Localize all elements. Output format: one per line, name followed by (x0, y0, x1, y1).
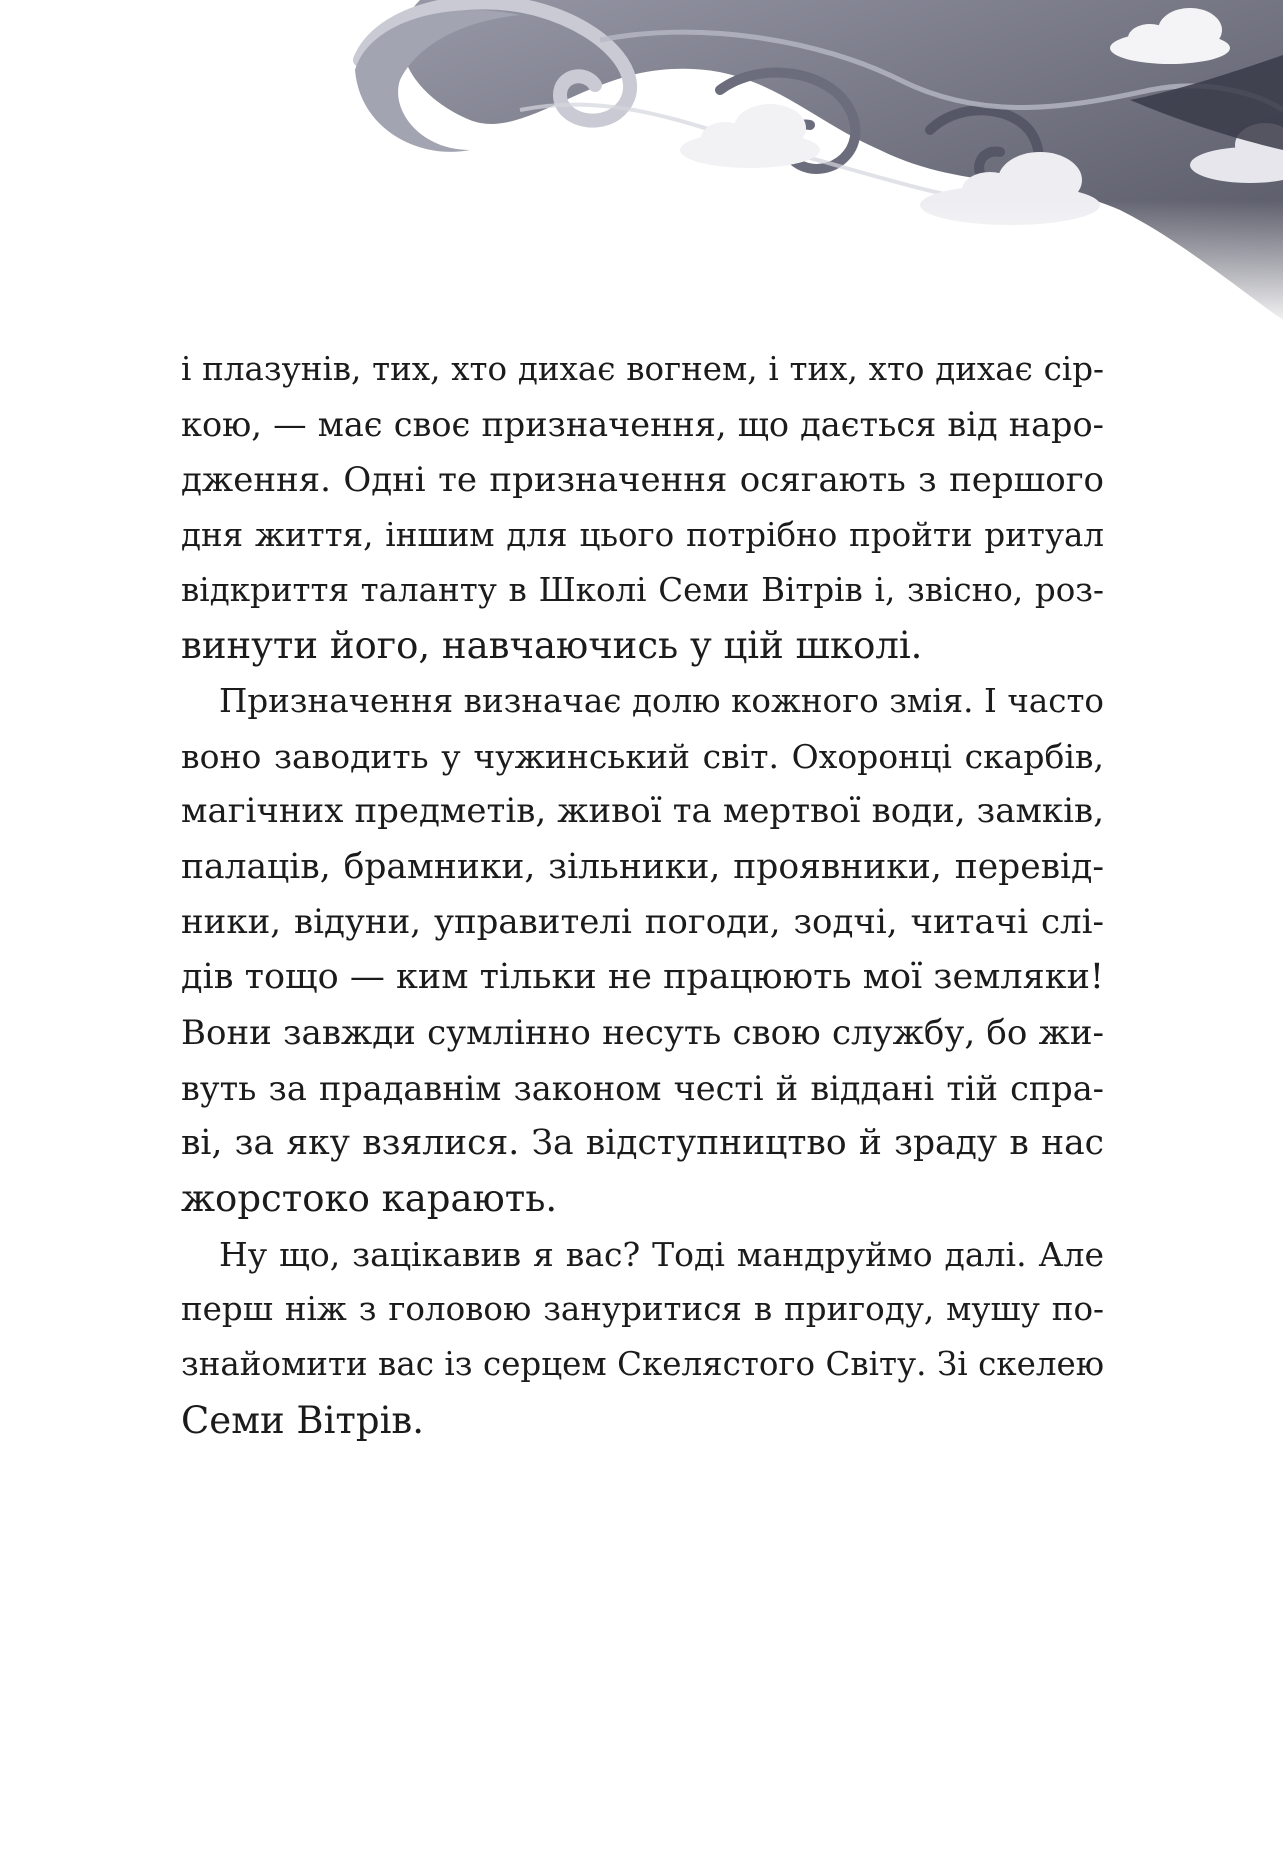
text-line: дня життя, іншим для цього потрібно пройти ритуал (181, 515, 1104, 554)
text-line: палаців, брамники, зільники, проявники, перевід- (181, 846, 1104, 887)
text-line: ники, відуни, управителі погоди, зодчі, читачі слі- (181, 901, 1104, 942)
text-line: винути його, навчаючись у цій школі. (181, 624, 923, 668)
paragraph-2 (181, 674, 1104, 1227)
paragraph-3 (181, 1227, 1104, 1448)
text-line: перш ніж з головою зануритися в пригоду, мушу по- (181, 1290, 1104, 1329)
text-line: відкриття таланту в Школі Семи Вітрів і, звісно, роз- (181, 571, 1104, 610)
text-line: воно заводить у чужинський світ. Охоронці скарбів, (181, 737, 1104, 777)
text-line: дження. Одні те призначення осягають з першого (181, 459, 1104, 500)
text-line: знайомити вас із серцем Скелястого Світу. Зі скелею (181, 1345, 1104, 1384)
text-line: Вони завжди сумлінно несуть свою службу, бо жи- (181, 1012, 1104, 1053)
text-line: Призначення визначає долю кожного змія. І часто (219, 681, 1104, 720)
text-line: вуть за прадавнім законом честі й віддані тій спра- (181, 1068, 1104, 1108)
cloud-middle (680, 104, 820, 168)
text-line: жорстоко карають. (181, 1177, 558, 1221)
text-line: кою, — має своє призначення, що дається від наро- (181, 405, 1104, 445)
text-line: дів тощо — ким тільки не працюють мої земляки! (181, 957, 1104, 998)
text-line: Семи Вітрів. (181, 1398, 425, 1442)
page-body-text (181, 342, 1104, 1448)
paragraph-1 (181, 342, 1104, 674)
wind-swirls-illustration (0, 0, 1283, 330)
text-line: і плазунів, тих, хто дихає вогнем, і тих, хто дихає сір- (181, 350, 1104, 388)
text-line: ві, за яку взялися. За відступництво й зраду в нас (181, 1123, 1104, 1164)
text-line: Ну що, зацікавив я вас? Тоді мандруймо далі. Але (219, 1234, 1104, 1274)
text-line: магічних предметів, живої та мертвої води, замків, (181, 791, 1104, 832)
